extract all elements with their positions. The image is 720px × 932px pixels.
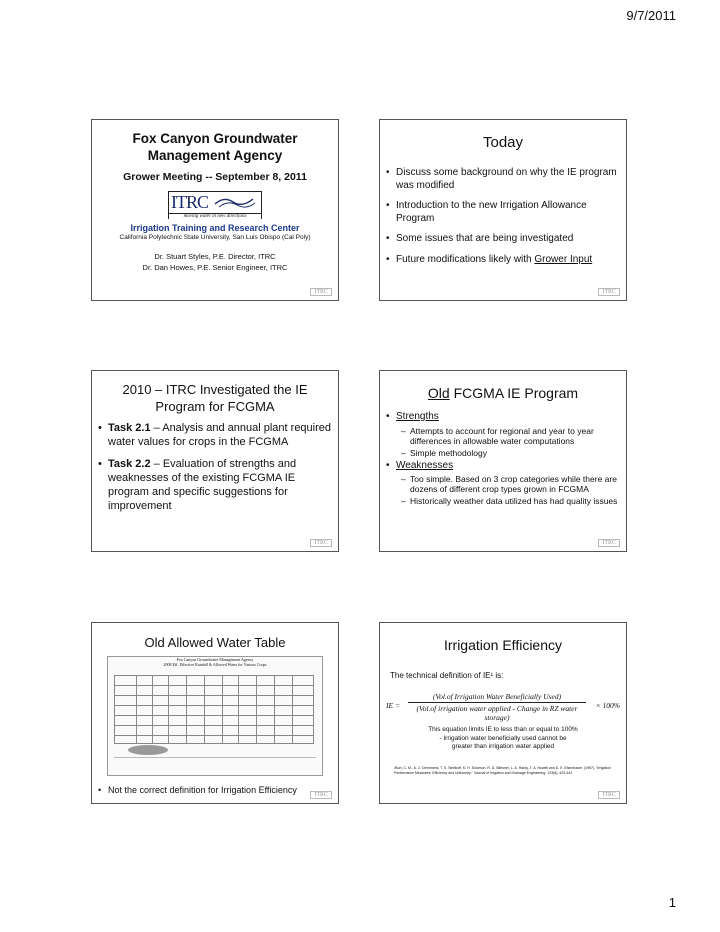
list-item xyxy=(396,254,626,267)
allowed-water-table-image xyxy=(107,656,323,776)
presenter-1: Dr. Stuart Styles, P.E. Director, ITRC xyxy=(154,252,276,261)
wave-icon xyxy=(213,195,257,209)
strengths-weaknesses-list xyxy=(380,411,626,506)
list-item: – Attempts to account for regional and year to year differences in allowable water computations xyxy=(410,426,626,446)
slide-title xyxy=(91,119,339,301)
list-item: – Historically weather data utilized has had quality issues xyxy=(410,496,626,506)
list-item xyxy=(396,460,626,507)
list-item xyxy=(108,457,338,513)
bullet4-prefix: Future modifications likely with xyxy=(396,253,535,265)
list-item: • Introduction to the new Irrigation Allowance Program xyxy=(396,200,626,225)
itrc-logo-tagline: moving water in new directions xyxy=(169,213,261,219)
strengths-label: Strengths xyxy=(396,411,439,422)
grower-input-link: Grower Input xyxy=(534,253,593,265)
slide4-title-old: Old xyxy=(427,385,450,401)
weaknesses-label: Weaknesses xyxy=(396,459,454,471)
list-item: • Not the correct definition for Irrigation Efficiency xyxy=(108,784,338,797)
task2-label: Task 2.2 xyxy=(108,458,151,470)
slide-irrigation-efficiency xyxy=(379,622,627,804)
slide4-title-rest: FCGMA IE Program xyxy=(449,385,579,401)
slide6-title: Irrigation Efficiency xyxy=(443,637,562,653)
list-item: – Simple methodology xyxy=(410,448,626,458)
eq-numerator: (Vol.of Irrigation Water Beneficially Used) xyxy=(408,692,586,703)
table-caption-1: Fox Canyon Groundwater Management Agency xyxy=(176,657,254,662)
ie-note-line-2: - Irrigation water beneficially used cannot be xyxy=(439,734,567,742)
weaknesses-sublist xyxy=(396,474,626,506)
task-list xyxy=(92,421,338,513)
strengths-sublist xyxy=(396,426,626,458)
slide1-title: Fox Canyon Groundwater Management Agency xyxy=(132,131,298,163)
slide-old-fcgma xyxy=(379,370,627,552)
eq-rhs: × 100% xyxy=(595,701,620,710)
table-grid xyxy=(114,675,314,743)
itrc-footer-logo: ITRC xyxy=(598,288,620,296)
ie-note-line-1: This equation limits IE to less than or equal to 100% xyxy=(428,726,578,733)
eq-denominator: (Vol.of irrigation water applied - Change in RZ water storage) xyxy=(416,704,578,722)
presenter-2: Dr. Dan Howes, P.E. Senior Engineer, ITRC xyxy=(142,263,288,272)
table-highlight-oval xyxy=(128,745,168,755)
task1-label: Task 2.1 xyxy=(108,422,151,434)
list-item: – Too simple. Based on 3 crop categories while there are dozens of different crop types grown in FCGMA xyxy=(410,474,626,494)
task1-text: – Analysis and annual plant required water values for crops in the FCGMA xyxy=(108,422,332,448)
slide4-title xyxy=(380,385,626,401)
org-name: Irrigation Training and Research Center xyxy=(130,223,300,233)
itrc-footer-logo: ITRC xyxy=(310,288,332,296)
eq-lhs: IE = xyxy=(386,701,401,710)
slide-today xyxy=(379,119,627,301)
page-number: 1 xyxy=(668,895,676,910)
slide5-list xyxy=(92,784,338,797)
list-item xyxy=(108,421,338,449)
itrc-footer-logo: ITRC xyxy=(310,791,332,799)
itrc-footer-logo: ITRC xyxy=(598,539,620,547)
page-date: 9/7/2011 xyxy=(626,8,676,23)
itrc-footer-logo: ITRC xyxy=(598,791,620,799)
ie-reference: ¹Burt, C. M., A. J. Clemmens, T. S. Strelkoff, K. H. Solomon, R. D. Bliesner, L. A. Hardy, T. A. Howell and D. E. Eisenhauer. (1997). "Irrigation Performance Measures: Efficiency and Uniformity." Journal of Irrigation and Drainage Engineering. 123(6), 423-442. xyxy=(394,765,611,775)
slide1-subtitle: Grower Meeting -- September 8, 2011 xyxy=(123,171,307,183)
itrc-footer-logo: ITRC xyxy=(310,539,332,547)
ie-note xyxy=(380,726,626,752)
ie-note-line-3: greater than irrigation water applied xyxy=(451,743,555,750)
itrc-logo-text: ITRC xyxy=(171,192,209,212)
slide-2010-investigation xyxy=(91,370,339,552)
table-footnote xyxy=(114,757,316,768)
slide3-title: 2010 – ITRC Investigated the IE Program for FCGMA xyxy=(122,382,308,414)
list-item: • Some issues that are being investigated xyxy=(396,233,626,246)
itrc-logo xyxy=(168,191,262,219)
presenters xyxy=(92,251,338,273)
slide-old-allowed-water-table xyxy=(91,622,339,804)
task2-text: – Evaluation of strengths and weaknesses of the existing FCGMA IE program and specific suggestions for improvement xyxy=(108,458,297,512)
today-list xyxy=(380,167,626,266)
ie-definition: The technical definition of IE¹ is: xyxy=(390,671,504,680)
university-name: California Polytechnic State University, San Luis Obispo (Cal Poly) xyxy=(119,234,311,241)
list-item: • Discuss some background on why the IE program was modified xyxy=(396,167,626,192)
slide5-title: Old Allowed Water Table xyxy=(144,635,286,650)
list-item xyxy=(396,411,626,458)
table-caption-2: 2008 Eff. Effective Rainfall & Allowed Water for Various Crops xyxy=(163,662,267,667)
slide2-title: Today xyxy=(482,134,524,151)
ie-equation xyxy=(386,692,620,722)
